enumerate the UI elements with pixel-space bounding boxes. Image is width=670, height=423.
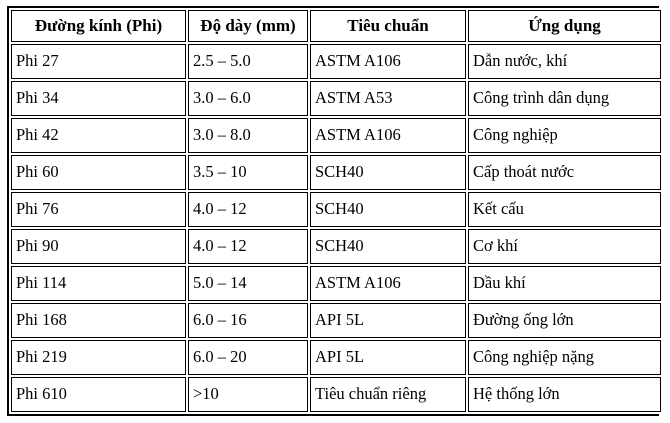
cell-diameter: Phi 114 (11, 266, 186, 301)
cell-standard: API 5L (310, 303, 466, 338)
table-row (11, 155, 661, 190)
column-header-thickness: Độ dày (mm) (188, 10, 308, 42)
cell-diameter: Phi 610 (11, 377, 186, 412)
cell-standard: Tiêu chuẩn riêng (310, 377, 466, 412)
cell-thickness: 6.0 – 20 (188, 340, 308, 375)
cell-thickness: 4.0 – 12 (188, 229, 308, 264)
table-body (11, 44, 661, 412)
pipe-specification-table (9, 8, 663, 414)
cell-diameter: Phi 219 (11, 340, 186, 375)
column-header-standard: Tiêu chuẩn (310, 10, 466, 42)
cell-thickness: 6.0 – 16 (188, 303, 308, 338)
table-row (11, 229, 661, 264)
cell-standard: ASTM A53 (310, 81, 466, 116)
table-row (11, 118, 661, 153)
cell-thickness: >10 (188, 377, 308, 412)
cell-diameter: Phi 168 (11, 303, 186, 338)
table-row (11, 303, 661, 338)
cell-thickness: 2.5 – 5.0 (188, 44, 308, 79)
cell-usage: Đường ống lớn (468, 303, 661, 338)
table-row (11, 377, 661, 412)
table-row (11, 81, 661, 116)
table-header-row (11, 10, 661, 42)
cell-usage: Cơ khí (468, 229, 661, 264)
table-row (11, 192, 661, 227)
cell-usage: Cấp thoát nước (468, 155, 661, 190)
spec-table-frame (7, 6, 659, 416)
table-header (11, 10, 661, 42)
cell-diameter: Phi 60 (11, 155, 186, 190)
cell-diameter: Phi 76 (11, 192, 186, 227)
cell-diameter: Phi 27 (11, 44, 186, 79)
cell-standard: SCH40 (310, 155, 466, 190)
cell-usage: Công nghiệp (468, 118, 661, 153)
column-header-usage: Ứng dụng (468, 10, 661, 42)
table-row (11, 266, 661, 301)
cell-thickness: 5.0 – 14 (188, 266, 308, 301)
cell-thickness: 4.0 – 12 (188, 192, 308, 227)
cell-usage: Dầu khí (468, 266, 661, 301)
cell-standard: ASTM A106 (310, 266, 466, 301)
cell-usage: Hệ thống lớn (468, 377, 661, 412)
cell-usage: Công trình dân dụng (468, 81, 661, 116)
cell-standard: ASTM A106 (310, 44, 466, 79)
cell-standard: ASTM A106 (310, 118, 466, 153)
cell-thickness: 3.5 – 10 (188, 155, 308, 190)
cell-standard: SCH40 (310, 192, 466, 227)
table-row (11, 44, 661, 79)
table-row (11, 340, 661, 375)
cell-usage: Dẫn nước, khí (468, 44, 661, 79)
cell-diameter: Phi 42 (11, 118, 186, 153)
cell-usage: Công nghiệp nặng (468, 340, 661, 375)
cell-diameter: Phi 34 (11, 81, 186, 116)
cell-usage: Kết cấu (468, 192, 661, 227)
column-header-diameter: Đường kính (Phi) (11, 10, 186, 42)
cell-standard: API 5L (310, 340, 466, 375)
cell-standard: SCH40 (310, 229, 466, 264)
cell-diameter: Phi 90 (11, 229, 186, 264)
cell-thickness: 3.0 – 8.0 (188, 118, 308, 153)
cell-thickness: 3.0 – 6.0 (188, 81, 308, 116)
